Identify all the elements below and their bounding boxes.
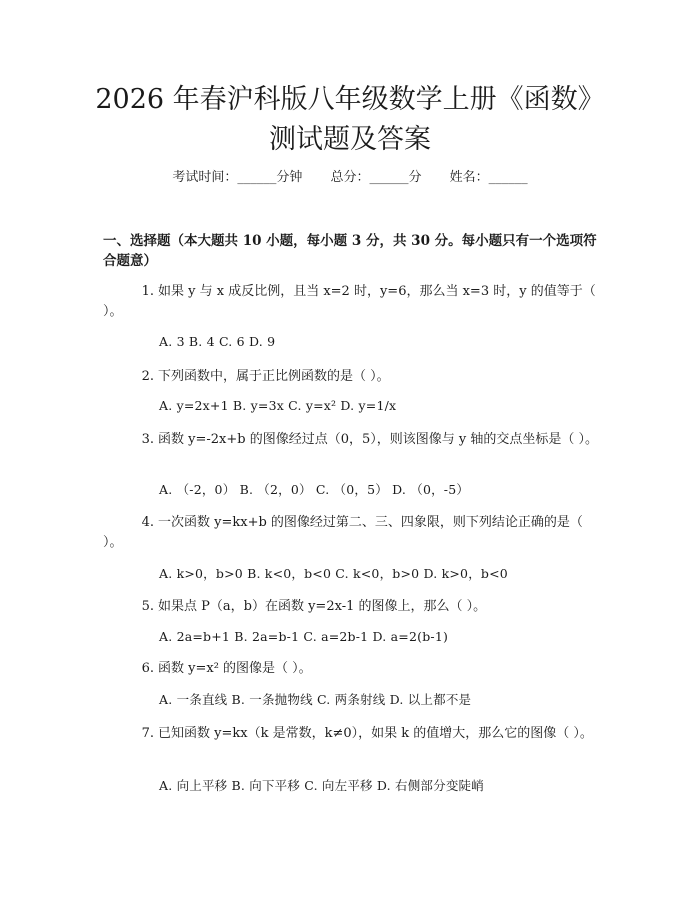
question-number: 5. — [141, 599, 154, 614]
section-heading-choice: 一、选择题（本大题共 10 小题，每小题 3 分，共 30 分。每小题只有一个选项符合题意） — [103, 233, 597, 269]
question-text: 函数 y=x² 的图像是（ ）。 — [158, 661, 312, 676]
question-text: 函数 y=-2x+b 的图像经过点（0，5），则该图像与 y 轴的交点坐标是（ ）。 — [158, 432, 598, 447]
question-text: 下列函数中，属于正比例函数的是（ ）。 — [158, 369, 390, 384]
question-2-options: A. y=2x+1 B. y=3x C. y=x² D. y=1/x — [159, 398, 397, 413]
question-4 — [103, 513, 603, 553]
question-text: 一次函数 y=kx+b 的图像经过第二、三、四象限，则下列结论正确的是（ ）。 — [103, 515, 583, 550]
question-number: 2. — [141, 369, 154, 384]
question-1 — [103, 282, 603, 322]
document-title: 2026 年春沪科版八年级数学上册《函数》测试题及答案 — [95, 84, 605, 155]
question-number: 1. — [141, 284, 154, 299]
question-7 — [103, 724, 603, 744]
exam-total-score: 总分：______分 — [330, 170, 422, 185]
question-6 — [103, 659, 603, 679]
exam-time: 考试时间：______分钟 — [172, 170, 303, 185]
question-5-options: A. 2a=b+1 B. 2a=b-1 C. a=2b-1 D. a=2(b-1) — [159, 629, 449, 644]
question-7-options: A. 向上平移 B. 向下平移 C. 向左平移 D. 右侧部分变陡峭 — [159, 778, 484, 793]
exam-meta — [0, 168, 700, 188]
question-2 — [103, 367, 603, 387]
question-5 — [103, 597, 603, 617]
question-text: 如果 y 与 x 成反比例，且当 x=2 时，y=6，那么当 x=3 时，y 的值等于（ ）。 — [103, 284, 596, 319]
question-number: 4. — [141, 515, 154, 530]
question-number: 7. — [141, 726, 154, 741]
student-name: 姓名：______ — [449, 170, 528, 185]
question-1-options: A. 3 B. 4 C. 6 D. 9 — [159, 334, 276, 349]
question-text: 如果点 P（a，b）在函数 y=2x-1 的图像上，那么（ ）。 — [158, 599, 487, 614]
question-3-options: A. （-2，0） B. （2，0） C. （0，5） D. （0，-5） — [159, 482, 470, 497]
question-6-options: A. 一条直线 B. 一条抛物线 C. 两条射线 D. 以上都不是 — [159, 692, 472, 707]
question-number: 3. — [141, 432, 154, 447]
question-4-options: A. k>0，b>0 B. k<0，b<0 C. k<0，b>0 D. k>0，b<0 — [159, 566, 508, 581]
question-3 — [103, 430, 603, 450]
question-text: 已知函数 y=kx（k 是常数，k≠0），如果 k 的值增大，那么它的图像（ ）。 — [158, 726, 593, 741]
question-number: 6. — [141, 661, 154, 676]
